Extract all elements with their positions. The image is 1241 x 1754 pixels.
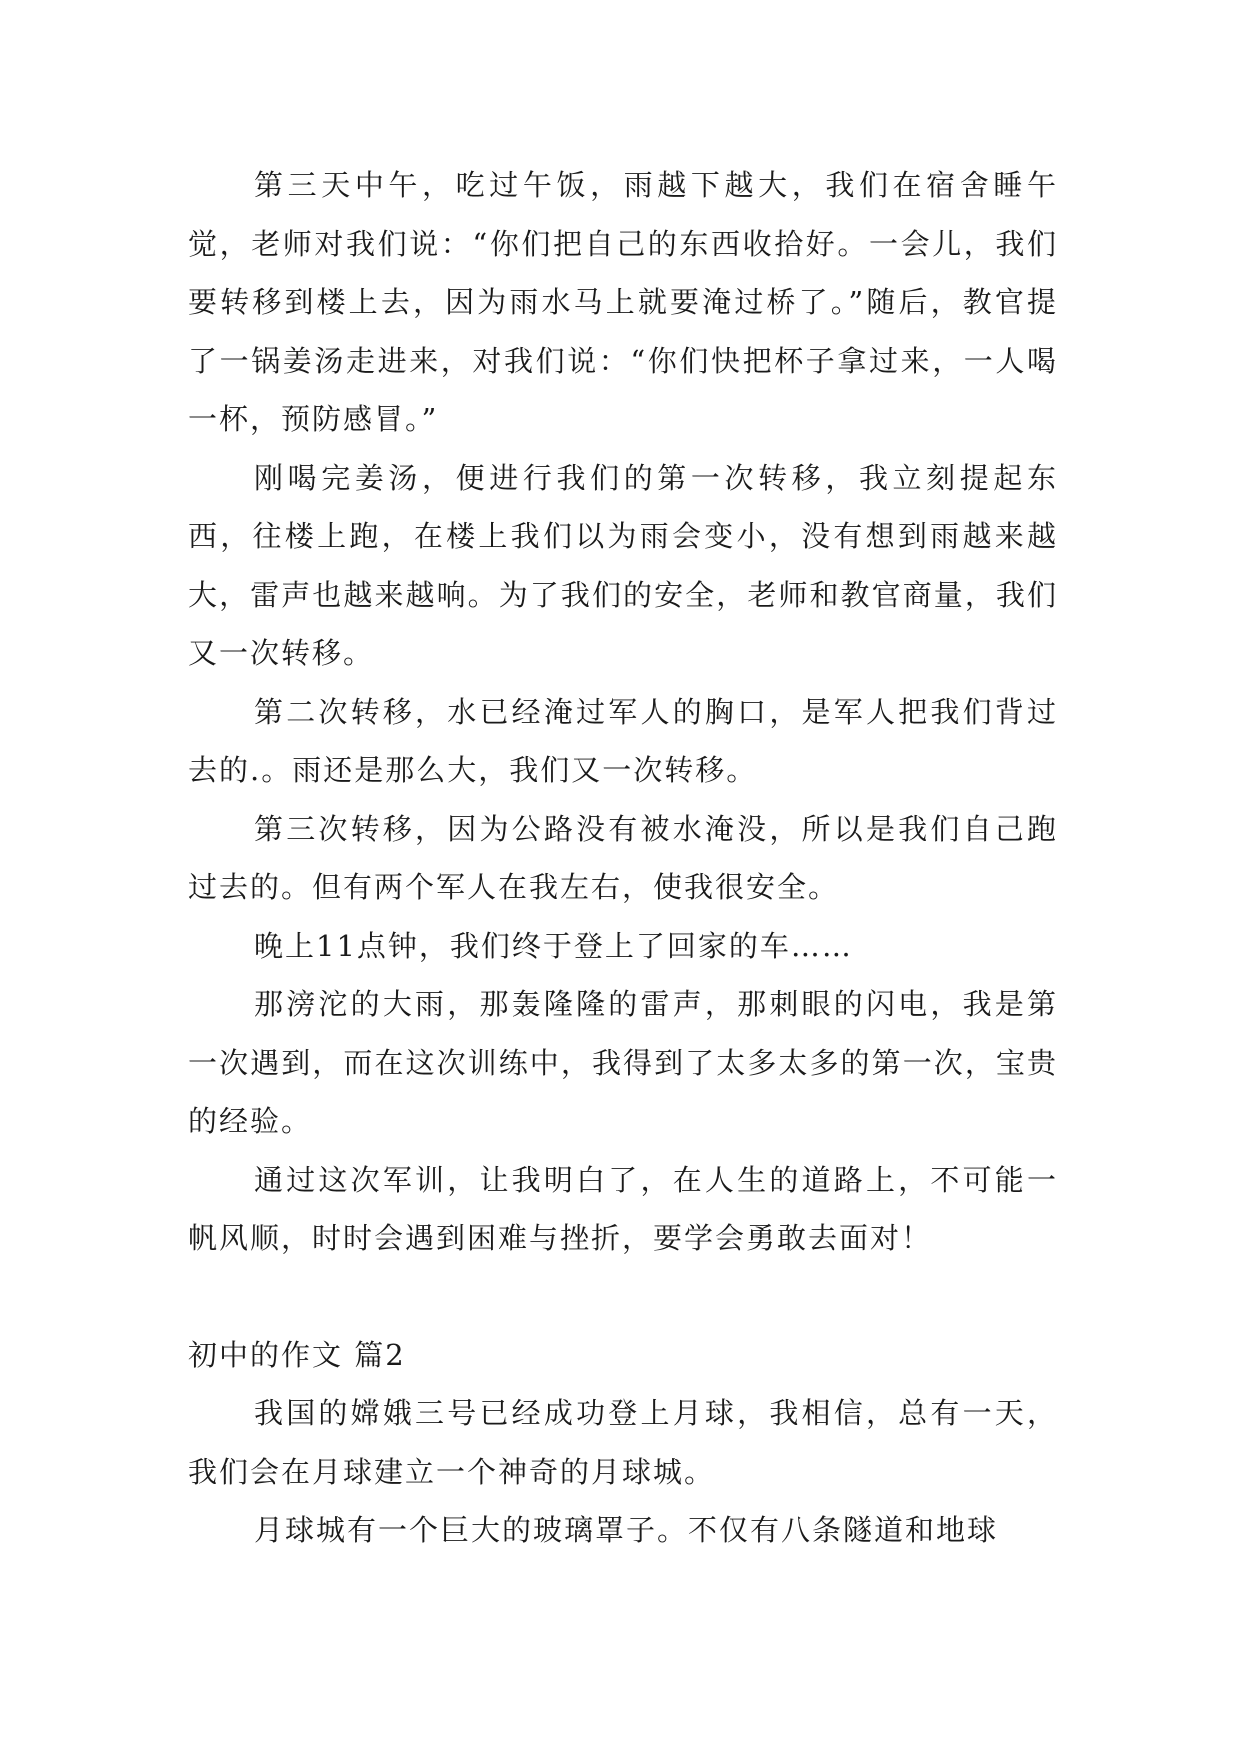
- document-body: [188, 156, 1058, 1560]
- paragraph-going-home: 晚上11点钟，我们终于登上了回家的车……: [254, 928, 853, 963]
- paragraph-conclusion: 通过这次军训，让我明白了，在人生的道路上，不可能一帆风顺，时时会遇到困难与挫折，要学会勇敢去面对！: [188, 1162, 1058, 1255]
- paragraph-second-transfer: 第二次转移，水已经淹过军人的胸口，是军人把我们背过去的.。雨还是那么大，我们又一次转移。: [188, 694, 1058, 787]
- paragraph-moon-city: 月球城有一个巨大的玻璃罩子。不仅有八条隧道和地球: [254, 1513, 999, 1547]
- paragraph-first-transfer: 刚喝完姜汤，便进行我们的第一次转移，我立刻提起东西，往楼上跑，在楼上我们以为雨会变小，没有想到雨越来越大，雷声也越来越响。为了我们的安全，老师和教官商量，我们又一次转移。: [188, 460, 1058, 670]
- section-heading: 初中的作文 篇2: [188, 1337, 406, 1372]
- paragraph-third-transfer: 第三次转移，因为公路没有被水淹没，所以是我们自己跑过去的。但有两个军人在我左右，使我很安全。: [188, 811, 1058, 904]
- paragraph-moon-landing: 我国的嫦娥三号已经成功登上月球，我相信，总有一天，我们会在月球建立一个神奇的月球城。: [188, 1396, 1058, 1489]
- paragraph-nap-transfer-notice: 第三天中午，吃过午饭，雨越下越大，我们在宿舍睡午觉，老师对我们说：“你们把自己的东西收拾好。一会儿，我们要转移到楼上去，因为雨水马上就要淹过桥了。”随后，教官提了一锅姜汤走进来，对我们说：“你们快把杯子拿过来，一人喝一杯，预防感冒。”: [188, 168, 1058, 436]
- paragraph-first-experiences: 那滂沱的大雨，那轰隆隆的雷声，那刺眼的闪电，我是第一次遇到，而在这次训练中，我得到了太多太多的第一次，宝贵的经验。: [188, 987, 1058, 1138]
